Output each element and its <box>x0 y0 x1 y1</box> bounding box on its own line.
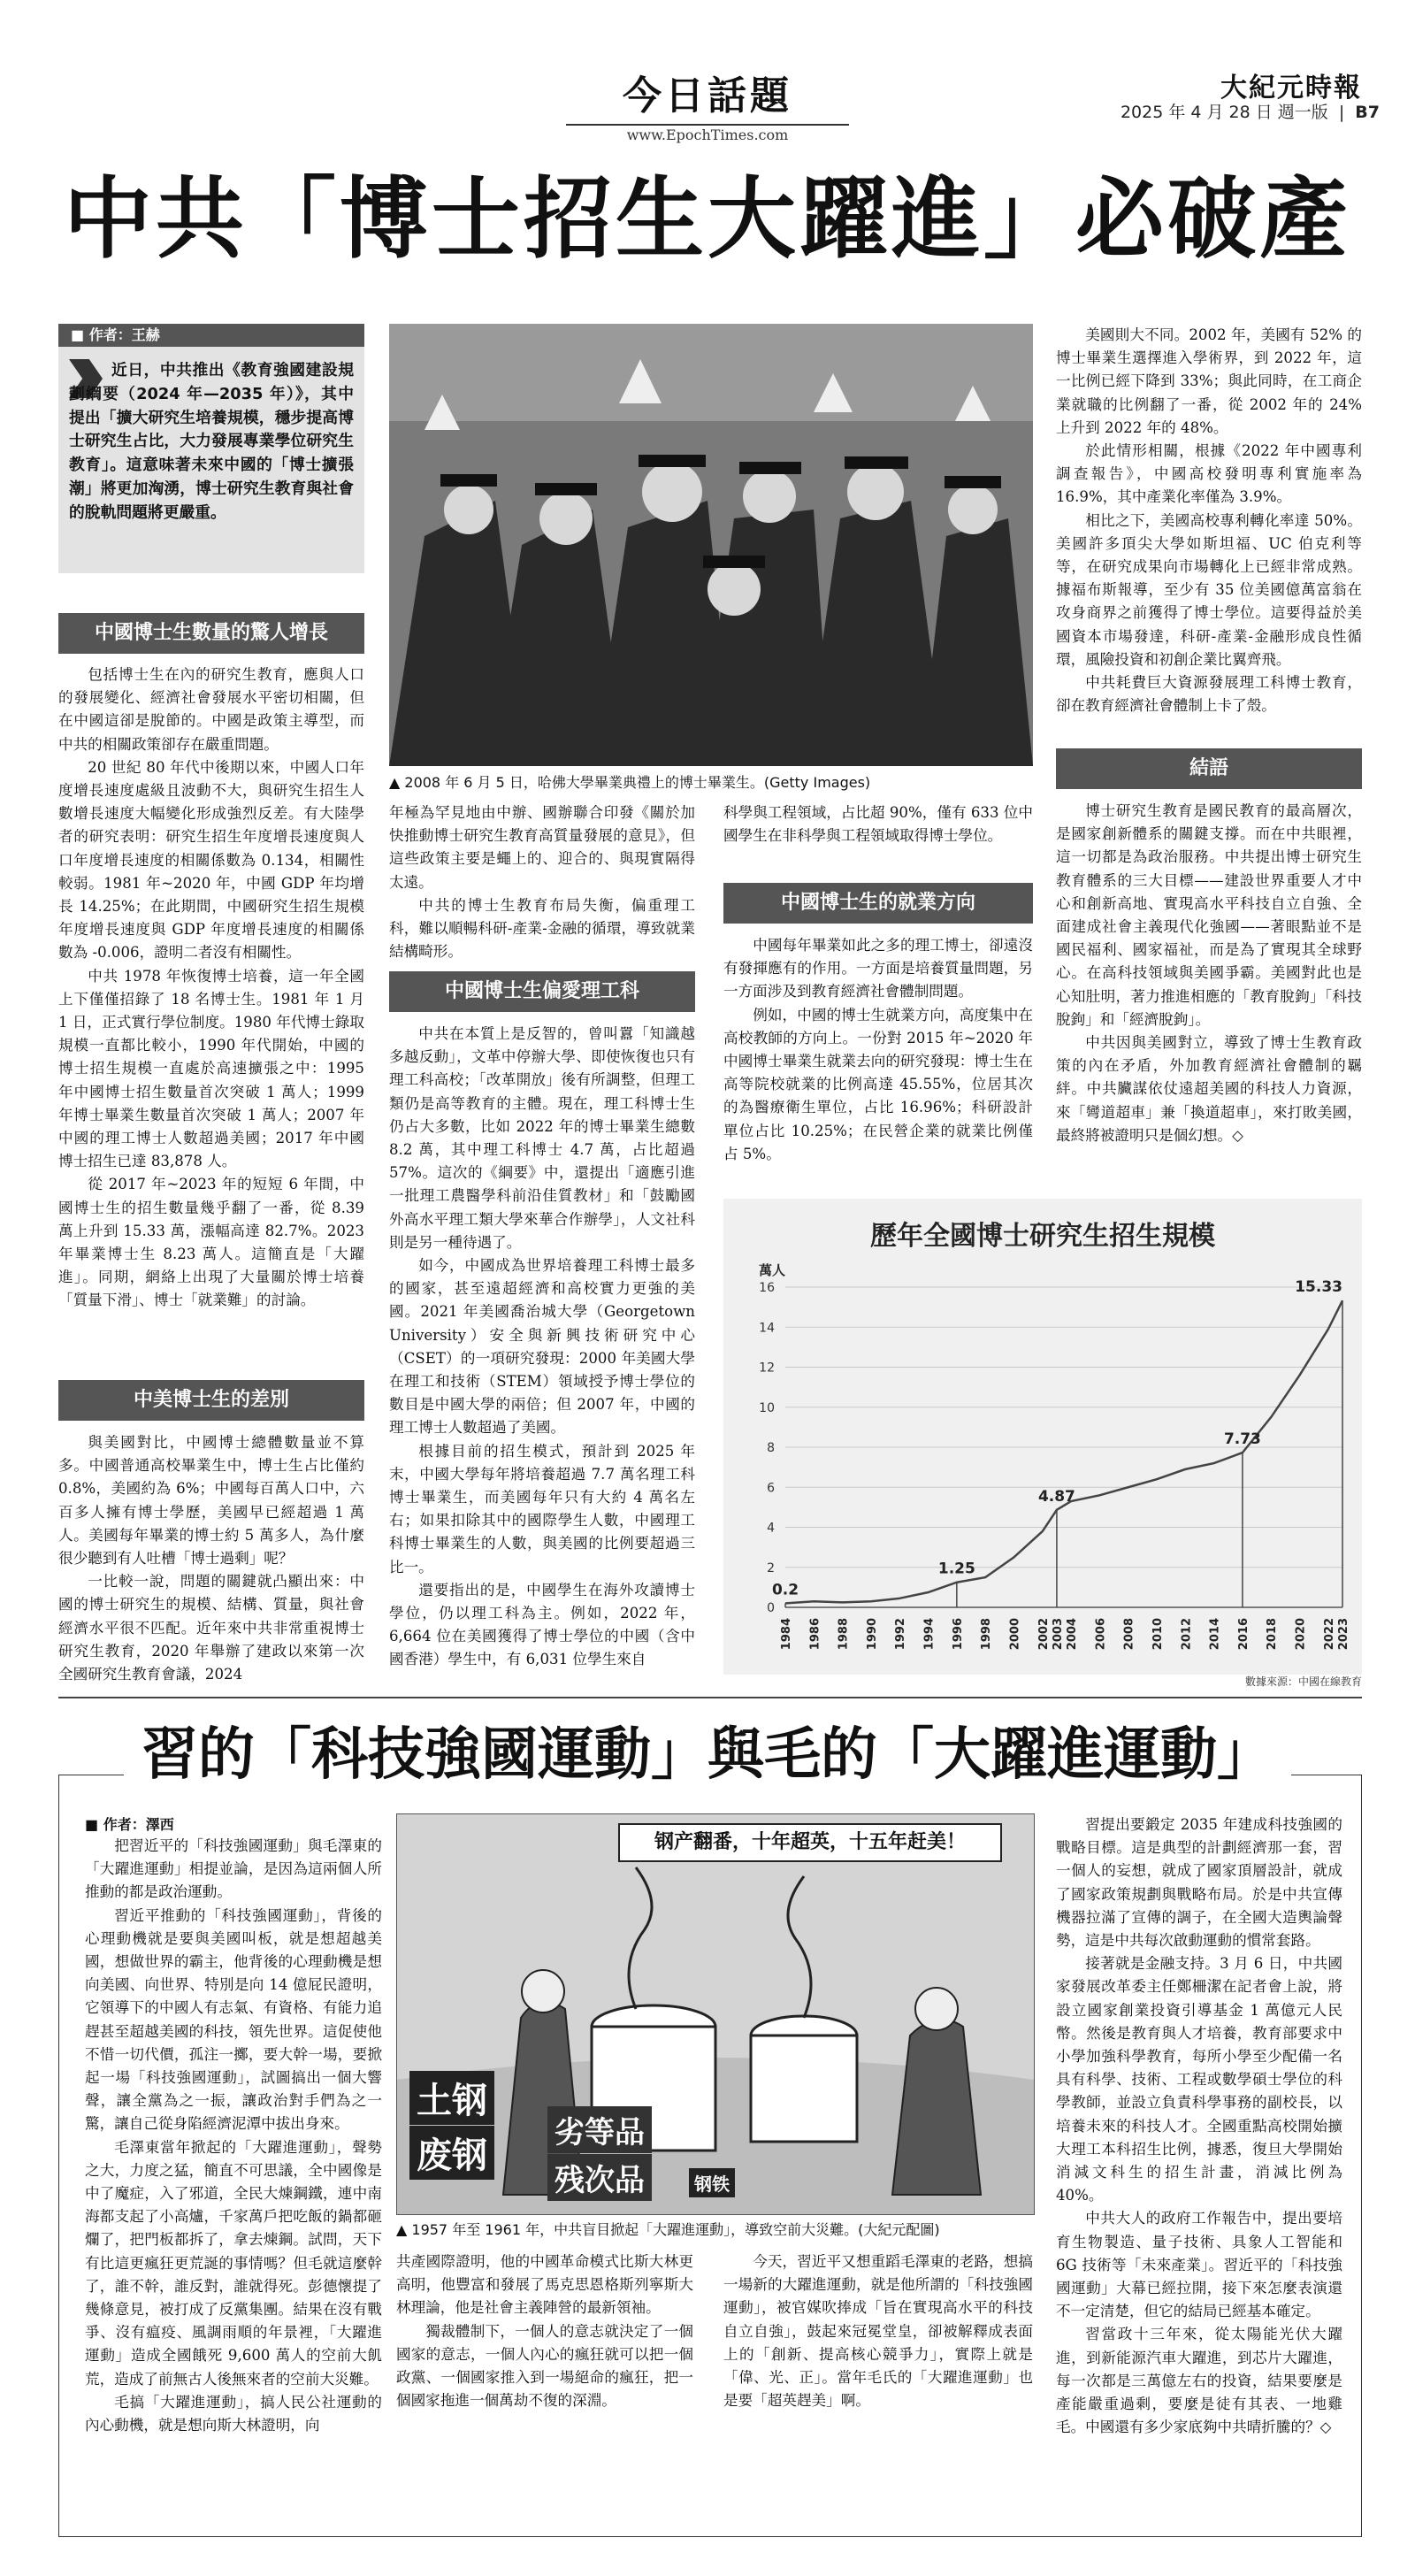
paragraph: 與美國對比，中國博士總體數量並不算多。中國普通高校畢業生中，博士生占比僅約 0.8%，美國約為 6%；中國每百萬人口中，六百多人擁有博士學歷，美國早已經超過 1 萬人。美國每年畢業的博士約 5 萬多人，為什麼很少聽到有人吐槽「博士過剩」呢？ <box>58 1434 364 1568</box>
paragraph: 博士研究生教育是國民教育的最高層次，是國家創新體系的關鍵支撐。而在中共眼裡，這一切都是為政治服務。中共提出博士研究生教育體系的三大目標——建設世界重要人才中心和創新高地、實現高水平科技自立自強、全面建成社會主義現代化強國——著眼點並不是國民福利、國家福祉，而是為了實現其全球野心。在高科技領域與美國爭霸。美國對此也是心知肚明，著力推進相應的「教育脫鉤」「科技脫鉤」和「經濟脫鉤」。 <box>1056 802 1362 1028</box>
article1-col3a <box>723 801 1033 872</box>
paragraph: 中共因與美國對立，導致了博士生教育政策的內在矛盾，外加教育經濟社會體制的羈絆。中共臟謀依仗遠超美國的科技人力資源，來「彎道超車」兼「換道超車」，來打敗美國，最終將被證明只是個幻想。◇ <box>1056 1034 1362 1144</box>
x-tick-label: 2014 <box>1208 1618 1222 1651</box>
x-tick-label: 2018 <box>1266 1618 1280 1651</box>
article1-col4b <box>1056 800 1362 1185</box>
paragraph: 年極為罕見地由中辦、國辦聯合印發《關於加快推動博士研究生教育高質量發展的意見》，但這些政策主要是蠅上的、迎合的、與現實隔得太遠。 <box>389 804 695 891</box>
x-tick-label: 2002 <box>1036 1618 1051 1651</box>
paragraph: 中共大人的政府工作報告中，提出要培育生物製造、量子技術、具象人工智能和 6G 技術等「未來產業」。習近平的「科技強國運動」大幕已經拉開，接下來怎麼表演還不一定清楚，但它的結局已經基本確定。 <box>1056 2210 1342 2320</box>
x-tick-label: 2022 <box>1322 1618 1336 1651</box>
paragraph: 科學與工程領域，占比超 90%，僅有 633 位中國學生在非科學與工程領域取得博士學位。 <box>723 804 1033 845</box>
graduation-photo-illustration <box>389 324 1033 766</box>
x-tick-label: 2023 <box>1337 1618 1350 1651</box>
article1-headline: 中共「博士招生大躍進」必破產 <box>64 166 1351 271</box>
page-number: B7 <box>1355 103 1380 122</box>
paragraph: 獨裁體制下，一個人的意志就決定了一個國家的意志，一個人內心的瘋狂就可以把一個政黨、一個國家推入到一場絕命的瘋狂，把一個國家拖進一個萬劫不復的深淵。 <box>396 2322 693 2410</box>
cartoon-tag-canci: 残次品 <box>547 2154 652 2201</box>
paragraph: 例如，中國的博士生就業方向，高度集中在高校教師的方向上。一份對 2015 年~2020 年中國博士畢業生就業去向的研究發現：博士生在高等院校就業的比例高達 45.55%，位居其次的為醫療衛生單位，占比 16.96%；科研設計單位占比 10.25%；在民營企業的就業比例僅占 5%。 <box>723 1006 1033 1162</box>
section-head-stem: 中國博士生偏愛理工科 <box>389 971 695 1012</box>
section-title: 今日話題 <box>623 73 792 119</box>
x-tick-label: 2020 <box>1294 1618 1308 1651</box>
x-tick-label: 2016 <box>1236 1618 1251 1651</box>
lead-box <box>58 324 364 573</box>
photo-caption: ▲ 2008 年 6 月 5 日，哈佛大學畢業典禮上的博士畢業生。(Getty Images) <box>389 774 871 791</box>
x-tick-label: 2003 <box>1051 1618 1065 1651</box>
section-head-us-china: 中美博士生的差別 <box>58 1380 364 1421</box>
article1-col3b <box>723 934 1033 1185</box>
cartoon-tag-tugang: 土钢 <box>409 2071 494 2125</box>
paragraph: 毛搞「大躍進運動」，搞人民公社運動的內心動機，就是想向斯大林證明，向 <box>85 2393 382 2434</box>
y-tick-label: 0 <box>767 1601 775 1615</box>
y-tick-label: 6 <box>767 1481 775 1496</box>
paragraph: 中國每年畢業如此之多的理工博士，卻遠沒有發揮應有的作用。一方面是培養質量問題，另一方面涉及到教育經濟社會體制問題。 <box>723 937 1033 1000</box>
y-tick-label: 12 <box>759 1361 775 1376</box>
cartoon-tag-gangtie: 钢铁 <box>689 2168 735 2197</box>
article-divider <box>58 1697 1362 1698</box>
paragraph: 毛澤東當年掀起的「大躍進運動」，聲勢之大，力度之猛，簡直不可思議，全中國像是中了魔症，入了邪道，全民大煉鋼鐵，連中南海都支起了小高爐，千家萬戶把吃飯的鍋都砸爛了，把門板都拆了，拿去煉鋼。試問，天下有比這更瘋狂更荒誕的事情嗎？但毛就這麼幹了，誰不幹，誰反對，誰就得死。彭德懷提了幾條意見，被打成了反黨集團。結果在沒有戰爭、沒有瘟疫、風調雨順的年景裡，「大躍進運動」造成全國餓死 9,600 萬人的空前大飢荒，造成了前無古人後無來者的空前大災難。 <box>85 2138 382 2388</box>
x-tick-label: 1988 <box>837 1618 851 1651</box>
data-label: 7.73 <box>1223 1430 1261 1449</box>
author-name: ■ 作者：王赫 <box>71 326 160 343</box>
paragraph: 根據目前的招生模式，預計到 2025 年末，中國大學每年將培養超過 7.7 萬名理工科博士畢業生，而美國每年只有大約 4 萬名左右；如果扣除其中的國際學生人數，中國理工科博士畢業生的人數，與美國的比例要超過三比一。 <box>389 1442 695 1576</box>
paragraph: 相比之下，美國高校專利轉化率達 50%。美國許多頂尖大學如斯坦福、UC 伯克利等等，在研究成果向市場轉化上已經非常成熟。據福布斯報導，至少有 35 位美國億萬富翁在攻身商界之前獲得了博士學位。這要得益於美國資本市場發達，科研-產業-金融形成良性循環，風險投資和初創企業比翼齊飛。 <box>1056 511 1362 668</box>
phd-enrollment-chart <box>723 1199 1362 1675</box>
paragraph: 今天，習近平又想重蹈毛澤東的老路，想搞一場新的大躍進運動，就是他所謂的「科技強國運動」，被官媒吹捧成「旨在實現高水平的科技自立自強」，鼓起來冠冕堂皇，卻被解釋成表面上的「創新、提高核心競爭力」，實際上就是「偉、光、正」。當年毛氏的「大躍進運動」也是要「超英趕美」啊。 <box>723 2253 1033 2410</box>
paragraph: 還要指出的是，中國學生在海外攻讀博士學位，仍以理工科為主。例如，2022 年，6,664 位在美國獲得了博士學位的中國（含中國香港）學生中，有 6,031 位學生來自 <box>389 1581 695 1668</box>
paragraph: 中共 1978 年恢復博士培養，這一年全國上下僅僅招錄了 18 名博士生。1981 年 1 月 1 日，正式實行學位制度。1980 年代博士錄取規模一直都比較小，1990 年代開始，中國的博士招生規模一直處於高速擴張之中：1995 年中國博士招生數量首次突破 1 萬人；1999 年博士畢業生數量首次突破 1 萬人；2007 年中國的理工博士人數超過美國；2017 年中國博士招生已達 83,878 人。 <box>58 967 364 1170</box>
y-tick-label: 2 <box>767 1560 775 1576</box>
x-tick-label: 2008 <box>1122 1618 1136 1651</box>
section-head-employment: 中國博士生的就業方向 <box>723 883 1033 924</box>
x-tick-label: 1984 <box>780 1618 793 1651</box>
paragraph: 一比較一說，問題的關鍵就凸顯出來：中國的博士研究生的規模、結構、質量，與社會經濟水平很不匹配。近年來中共非常重視博士研究生教育，2020 年舉辦了建政以來第一次全國研究生教育會議，2024 <box>58 1573 364 1683</box>
masthead-rule <box>566 124 849 126</box>
x-tick-label: 1986 <box>808 1618 822 1651</box>
article2-colC <box>723 2250 1033 2516</box>
article2-author: ■ 作者：澤西 <box>85 1816 174 1833</box>
paragraph: 習近平推動的「科技強國運動」，背後的心理動機就是要與美國叫板，就是想超越美國，想做世界的霸主，他背後的心理動機是想向美國、向世界、特別是向 14 億屁民證明，它領導下的中國人有志氣、有資格、有能力追趕甚至超越美國的科技，領先世界。這促使他不惜一切代價，孤注一擲，要大幹一場，要掀起一場「科技強國運動」，試圖搞出一個大響聲，讓全黨為之一振，讓政治對手們為之一驚，讓自己從身陷經濟泥潭中拔出身來。 <box>85 1906 382 2133</box>
x-tick-label: 2006 <box>1094 1618 1108 1651</box>
cartoon <box>396 1813 1035 2215</box>
article2-colA <box>85 1835 382 2516</box>
paragraph: 接著就是金融支持。3 月 6 日，中共國家發展改革委主任鄭柵潔在記者會上說，將設立國家創業投資引導基金 1 萬億元人民幣。然後是教育與人才培養，教育部要求中小學加強科學教育，每所小學至少配備一名具有科學、技術、工程或數學碩士學位的科學教師，並設立負責科學事務的副校長，以培養未來的科技人才。全國重點高校開始擴大理工本科招生比例，據悉，復旦大學開始消減文科生的招生計畫，消減比例為 40%。 <box>1056 1955 1342 2204</box>
x-tick-label: 2000 <box>1008 1618 1022 1651</box>
x-tick-label: 1998 <box>980 1618 994 1651</box>
paragraph: 如今，中國成為世界培養理工科博士最多的國家，甚至遠超經濟和高校實力更強的美國。2021 年美國喬治城大學（Georgetown University）安全與新興技術研究中心（CSET）的一項研究發現：2000 年美國大學在理工和技術（STEM）領域授予博士學位的數目是中國大學的兩倍；但 2007 年，中國的理工博士人數超過了美國。 <box>389 1257 695 1437</box>
y-tick-label: 14 <box>759 1321 775 1336</box>
paragraph: 中共的博士生教育布局失衡，偏重理工科，難以順暢科研-產業-金融的循環，導致就業結構畸形。 <box>389 896 695 961</box>
data-label: 15.33 <box>1295 1278 1342 1297</box>
paragraph: 中共耗費巨大資源發展理工科博士教育，卻在教育經濟社會體制上卡了殼。 <box>1056 674 1362 715</box>
y-tick-label: 8 <box>767 1441 775 1455</box>
paragraph: 習當政十三年來，從太陽能光伏大躍進，到新能源汽車大躍進，到芯片大躍進，每一次都是三萬億左右的投資，結果要麼是產能嚴重過剩，要麼是徒有其表、一地雞毛。中國還有多少家底夠中共晴折騰的？◇ <box>1056 2326 1342 2436</box>
paragraph: 把習近平的「科技強國運動」與毛澤東的「大躍進運動」相提並論，是因為這兩個人所推動的都是政治運動。 <box>85 1837 382 1901</box>
chart-source: 數據來源：中國在線教育 <box>1244 1675 1362 1688</box>
author-bar <box>58 324 364 347</box>
section-head-growth: 中國博士生數量的驚人增長 <box>58 613 364 654</box>
x-tick-label: 1990 <box>865 1618 879 1651</box>
section-head-conclusion: 結語 <box>1056 748 1362 789</box>
paragraph: 共產國際證明，他的中國革命模式比斯大林更高明，他豐富和發展了馬克思恩格斯列寧斯大林理論，他是社會主義陣營的最新領袖。 <box>396 2253 693 2317</box>
graduation-photo <box>389 324 1033 766</box>
data-label: 4.87 <box>1037 1487 1075 1506</box>
data-label: 1.25 <box>937 1560 975 1578</box>
x-tick-label: 2010 <box>1151 1618 1165 1651</box>
y-tick-label: 10 <box>759 1400 775 1415</box>
x-tick-label: 1992 <box>894 1618 908 1651</box>
paragraph: 從 2017 年~2023 年的短短 6 年間，中國博士生的招生數量幾乎翻了一番，從 8.39 萬上升到 15.33 萬，漲幅高達 82.7%。2023 年畢業博士生 8.23 萬人。這簡直是「大躍進」。同期，網絡上出現了大量關於博士培養「質量下滑」、博士「就業難」的討論。 <box>58 1176 364 1309</box>
paragraph: 20 世紀 80 年代中後期以來，中國人口年度增長速度處級且波動不大，與研究生招生人數增長速度大幅變化形成強烈反差。有大陸學者的研究表明：研究生招生年度增長速度與人口年度增長速度的相關係數為 0.134，相關性較弱。1981 年~2020 年，中國 GDP 年均增長 14.25%；在此期間，中國研究生招生規模年度增長速度與 GDP 年度增長速度的相關係數為 -0.006，證明二者沒有相關性。 <box>58 758 364 962</box>
article2-colB <box>396 2250 693 2516</box>
x-tick-label: 2004 <box>1066 1618 1080 1651</box>
article1-col2b <box>389 1023 695 1683</box>
site-url: www.EpochTimes.com <box>626 126 789 143</box>
chart-title: 歷年全國博士研究生招生規模 <box>870 1221 1215 1252</box>
article2-colD <box>1056 1813 1342 2516</box>
x-tick-label: 1996 <box>951 1618 965 1651</box>
article1-col2a <box>389 801 695 961</box>
paragraph: 美國則大不同。2002 年，美國有 52% 的博士畢業生選擇進入學術界，到 2022 年，這一比例已經下降到 33%；與此同時，在工商企業就職的比例翻了一番，從 2002 年的 24% 上升到 2022 年的 48%。 <box>1056 326 1362 436</box>
date-text: 2025 年 4 月 28 日 週一版 <box>1120 103 1328 122</box>
paper-name: 大紀元時報 <box>1220 73 1362 104</box>
paragraph: 習提出要鍛定 2035 年建成科技強國的戰略目標。這是典型的計劃經濟那一套，習一個人的妄想，就成了國家頂層設計，就成了國家政策規劃與戰略布局。於是中共宣傳機器拉滿了宣傳的調子，在全國大造輿論聲勢，這是中共每次啟動運動的慣常套路。 <box>1056 1816 1342 1950</box>
cartoon-banner: 钢产翻番，十年超英，十五年赶美！ <box>618 1823 1002 1862</box>
paragraph: 於此情形相關，根據《2022 年中國專利調查報告》，中國高校發明專利實施率為 16.9%，其中產業化率僅為 3.9%。 <box>1056 442 1362 506</box>
x-tick-label: 1994 <box>922 1618 937 1651</box>
y-tick-label: 16 <box>759 1281 775 1295</box>
data-label: 0.2 <box>771 1581 799 1599</box>
chart-panel <box>723 1199 1362 1675</box>
cartoon-tag-liedeng: 劣等品 <box>547 2106 652 2153</box>
y-tick-label: 4 <box>767 1521 775 1536</box>
x-tick-label: 2012 <box>1180 1618 1194 1651</box>
article2-headline: 習的「科技強國運動」與毛的「大躍進運動」 <box>124 1720 1291 1790</box>
cartoon-tag-feigang: 废钢 <box>409 2126 494 2180</box>
lead-text: 近日，中共推出《教育強國建設規劃綱要（2024 年—2035 年）》，其中提出「擴大研究生培養規模，穩步提高博士研究生占比，大力發展專業學位研究生教育」。這意味著未來中國的「博士擴張潮」將更加洶湧，博士研究生教育與社會的脫軌問題將更嚴重。 <box>69 361 354 522</box>
article1-col1a <box>58 663 364 1371</box>
issue-date: 2025 年 4 月 28 日 週一版 | B7 <box>1120 103 1380 122</box>
paragraph: 中共在本質上是反智的，曾叫囂「知識越多越反動」，文革中停辦大學、即使恢復也只有理工科高校；「改革開放」後有所調整，但理工類仍是高等教育的主體。現在，理工科博士生仍占大多數，比如 2022 年的博士畢業生總數 8.2 萬，其中理工科博士 4.7 萬，占比超過 57%。這次的《綱要》中，還提出「適應引進一批理工農醫學科前沿佳質教材」和「鼓勵國外高水平理工類大學來華合作辦學」，人文社科則是另一種待遇了。 <box>389 1025 695 1251</box>
cartoon-caption: ▲ 1957 年至 1961 年，中共盲目掀起「大躍進運動」，導致空前大災難。(大紀元配圖) <box>396 2221 940 2238</box>
series-line <box>785 1300 1342 1603</box>
article1-col4a <box>1056 324 1362 740</box>
paragraph: 包括博士生在內的研究生教育，應與人口的發展變化、經濟社會發展水平密切相關，但在中國這卻是脫節的。中國是政策主導型，而中共的相關政策卻存在嚴重問題。 <box>58 666 364 753</box>
y-axis-label: 萬人 <box>759 1262 786 1278</box>
article1-col1b <box>58 1431 364 1683</box>
